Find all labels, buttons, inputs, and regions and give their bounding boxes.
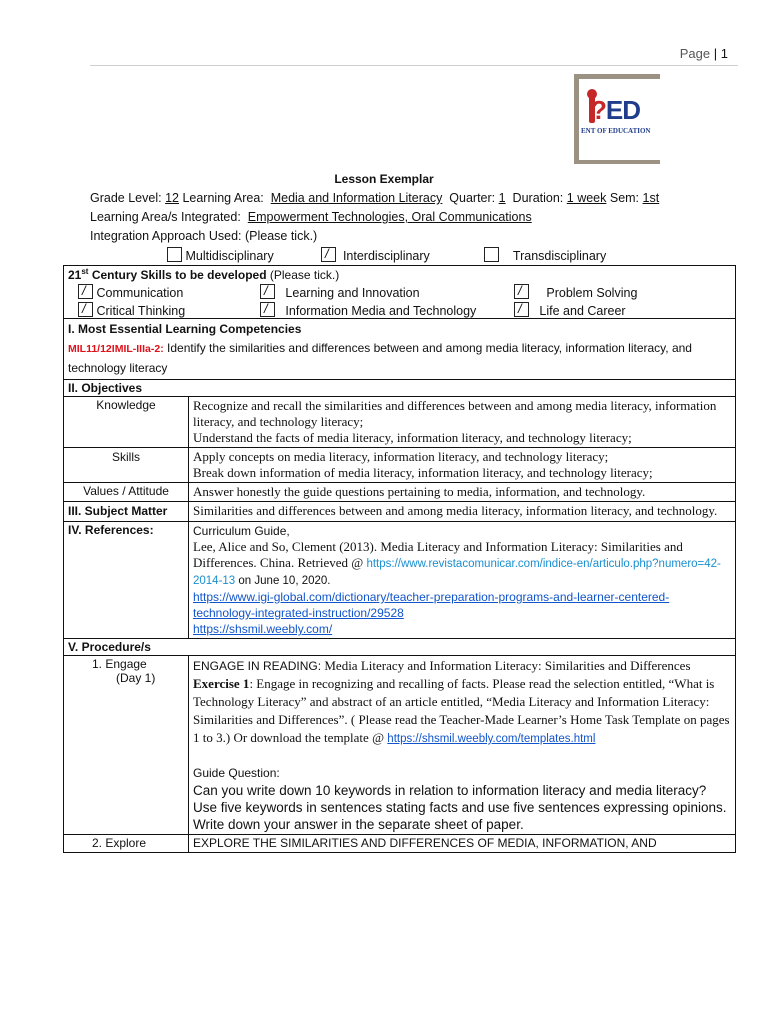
checkbox-ticked-icon	[260, 302, 275, 317]
subject-matter-label: III. Subject Matter	[64, 502, 189, 522]
explore-cell: EXPLORE THE SIMILARITIES AND DIFFERENCES OF MEDIA, INFORMATION, AND	[189, 835, 736, 853]
checkbox-icon	[484, 247, 499, 262]
skill-problem-solving[interactable]: / Problem Solving	[514, 284, 637, 300]
header-rule	[90, 65, 738, 66]
approach-interdisciplinary[interactable]: / Interdisciplinary	[321, 247, 430, 263]
approach-transdisciplinary[interactable]: Transdisciplinary	[484, 247, 606, 263]
knowledge-text: Recognize and recall the similarities and differences between and among media literacy, information literacy, and technology literacy; Understand the facts of media literacy, information literacy, and technology literacy;	[189, 397, 736, 448]
engage-label: 1. Engage (Day 1)	[64, 656, 189, 835]
integrated-line: Learning Area/s Integrated: Empowerment Technologies, Oral Communications	[90, 210, 532, 224]
reference-link-revistacomunicar[interactable]: https://www.revistacomunicar.com/indice-en/articulo.php?numero=42-2014-13	[193, 558, 721, 587]
checkbox-ticked-icon	[514, 302, 529, 317]
skills-cell: 21st Century Skills to be developed (Please tick.) / Communication / Learning and Innovation / Problem Solving / Critical Thinking / Information Media and Technology / Life and Career	[64, 266, 736, 319]
template-link[interactable]: https://shsmil.weebly.com/templates.html	[387, 733, 596, 745]
lesson-table	[63, 265, 736, 853]
document-title: Lesson Exemplar	[334, 172, 434, 186]
subject-matter-text: Similarities and differences between and among media literacy, information literacy, and technology.	[189, 502, 736, 522]
procedure-heading: V. Procedure/s	[64, 639, 736, 656]
reference-link-igi-global[interactable]: https://www.igi-global.com/dictionary/teacher-preparation-programs-and-learner-centered-technology-integrated-instruction/29528	[193, 590, 670, 620]
skill-communication[interactable]: / Communication	[78, 284, 183, 300]
checkbox-ticked-icon	[321, 247, 336, 262]
skills-text: Apply concepts on media literacy, information literacy, and technology literacy; Break down information of media literacy, information literacy, and technology literacy;	[189, 448, 736, 483]
engage-cell: ENGAGE IN READING: Media Literacy and Information Literacy: Similarities and Differences Exercise 1: Engage in recognizing and recalling of facts. Please read the selection entitled, “What is Technology Literacy” and abstract of an article entitled, “Media Literacy and Information Literacy: Similarities and Differences”. ( Please read the Teacher-Made Learner’s Home Task Template on pages 1 to 3.) Or download the template @ https://shsmil.weebly.com/templates.html Guide Question: Can you write down 10 keywords in relation to information literacy and media literacy? Use five keywords in sentences stating facts and use five sentences expressing opinions. Write down your answer in the separate sheet of paper.	[189, 656, 736, 835]
approach-multidisciplinary[interactable]: Multidisciplinary	[167, 247, 274, 263]
checkbox-icon	[167, 247, 182, 262]
checkbox-ticked-icon	[514, 284, 529, 299]
page-number: Page | 1	[679, 46, 728, 61]
knowledge-label: Knowledge	[64, 397, 189, 448]
skill-information-media[interactable]: / Information Media and Technology	[260, 302, 476, 318]
skills-label: Skills	[64, 448, 189, 483]
references-label: IV. References:	[64, 522, 189, 639]
reference-link-shsmil[interactable]: https://shsmil.weebly.com/	[193, 622, 333, 636]
checkbox-ticked-icon	[260, 284, 275, 299]
competencies-cell: I. Most Essential Learning Competencies MIL11/12IMIL-IIIa-2: Identify the similarities and differences between and among media literacy, information literacy, and technology literacy	[64, 319, 736, 380]
deped-logo: ?ED ENT OF EDUCATION	[574, 74, 660, 164]
values-label: Values / Attitude	[64, 483, 189, 502]
values-text: Answer honestly the guide questions pertaining to media, information, and technology.	[189, 483, 736, 502]
skill-learning-innovation[interactable]: / Learning and Innovation	[260, 284, 420, 300]
skill-life-career[interactable]: / Life and Career	[514, 302, 626, 318]
checkbox-ticked-icon	[78, 302, 93, 317]
approach-line: Integration Approach Used: (Please tick.)	[90, 229, 318, 243]
checkbox-ticked-icon	[78, 284, 93, 299]
objectives-heading: II. Objectives	[64, 380, 736, 397]
explore-label: 2. Explore	[64, 835, 189, 853]
references-cell: Curriculum Guide, Lee, Alice and So, Clement (2013). Media Literacy and Information Literacy: Similarities and Differences. China. Retrieved @ https://www.revistacomunicar.com/indice-en/articulo.php?numero=42-2014-13 on June 10, 2020. https://www.igi-global.com/dictionary/teacher-preparation-programs-and-learner-centered-technology-integrated-instruction/29528 https://shsmil.weebly.com/	[189, 522, 736, 639]
grade-line: Grade Level: 12 Learning Area: Media and Information Literacy Quarter: 1 Duration: 1 week Sem: 1st	[90, 191, 660, 205]
skill-critical-thinking[interactable]: / Critical Thinking	[78, 302, 185, 318]
